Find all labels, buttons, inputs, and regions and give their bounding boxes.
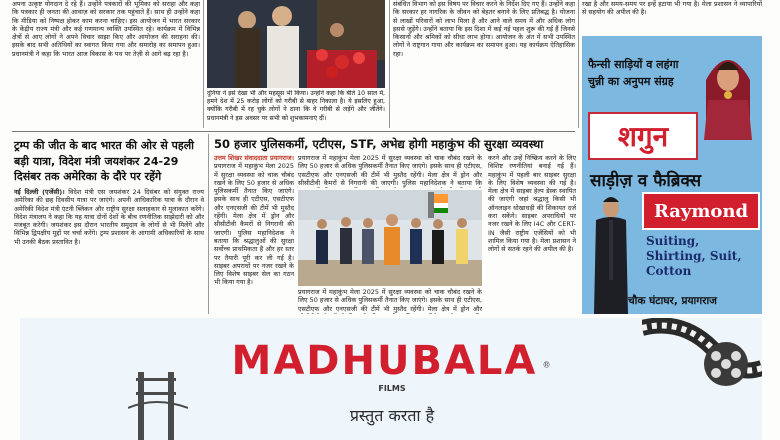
top-col3-text: संबंधित विभाग को इस विषय पर विचार करने के निर्देश दिए गए हैं। उन्होंने कहा कि सरकार हर नागरिक के जीवन को बेहतर बनाने के लिए प्रतिबद्ध है। योजना से लाखों परिवारों को लाभ मिला है और आने वाले समय में और अधिक लोग इससे जुड़ेंगे। उन्होंने बताया कि इस दिशा में कई नई पहल शुरू की गई हैं जिनसे किसानों और श्रमिकों को सीधा लाभ होगा। आयोजन के अंत में सभी उपस्थित लोगों ने राष्ट्रगान गाया और कार्यक्रम का समापन हुआ। यह कार्यक्रम ऐतिहासिक रहा। [393,0,575,58]
photo-pm-event [207,0,385,88]
madhubala-logo: MADHUBALA ® [231,338,551,384]
raymond-logo: Raymond [642,192,760,230]
ad-address: चौक घंटाघर, प्रयागराज [628,295,717,307]
bride-model-image [698,40,758,140]
story2-headline: 50 हजार पुलिसकर्मी, एटीएस, STF, अभेद्य होगी महाकुंभ की सुरक्षा व्यवस्था [214,137,544,151]
story2-photo-below-text: प्रयागराज में महाकुंभ मेला 2025 में सुरक्षा व्यवस्था को चाक चौबंद रखने के लिए 50 हजार से अधिक पुलिसकर्मी तैनात किए जाएंगे। इसके साथ ही एटीएस, एसटीएफ और एनएसजी की टीमें भी मुस्तैद रहेंगी। मेला क्षेत्र में ड्रोन और [298,288,482,313]
story2-text: प्रयागराज में महाकुंभ मेला 2025 में सुरक्षा व्यवस्था को चाक चौबंद रखने के लिए 50 हजार से अधिक पुलिसकर्मी तैनात किए जाएंगे। इसके साथ ही एटीएस, एसटीएफ और एनएसजी की टीमें भी मुस्तैद रहेंगी। मेला क्षेत्र में ड्रोन और सीसीटीवी कैमरों से निगरानी की जाएगी। पुलिस महानिदेशक ने बताया कि श्रद्धालुओं की सुरक्षा सर्वोच्च प्राथमिकता है और हर स्तर पर तैयारी पूरी कर ली गई है। साइबर अपराधों पर नजर रखने के लिए विशेष साइबर सेल का गठन भी किया गया है। [214,162,294,287]
bridge-illustration [128,368,188,440]
ad-top-text: रखा है और समय-समय पर इन्हें हटाया भी गया है। मेला प्रशासन ने व्यापारियों से सहयोग की अपील की है। [582,0,762,17]
story1-headline: ट्रम्प की जीत के बाद भारत की ओर से पहली बड़ी यात्रा, विदेश मंत्री जयशंकर 24-29 दिसंबर तक अमेरिका के दौरे पर रहेंगे [14,139,194,183]
top-col1-text: अपना उत्कृष्ट योगदान दे रहे हैं। उन्होंने पत्रकारों की भूमिका को सराहा और कहा कि पत्रकार ही जनता की आवाज़ को सरकार तक पहुंचाते हैं। साथ ही उन्होंने कहा कि मीडिया को निष्पक्ष होकर काम करना चाहिए। इस आयोजन में भारत सरकार के केंद्रीय राज्य मंत्री और कई गणमान्य व्यक्ति उपस्थित रहे। कार्यक्रम में विभिन्न क्षेत्रों से आए लोगों ने अपने विचार साझा किए और आयोजन की सराहना की। इसके बाद सभी अतिथियों का स्वागत किया गया और समारोह का समापन हुआ। प्रधानमंत्री ने कहा कि भारत आज विकास के पथ पर तेज़ी से आगे बढ़ रहा है। [12,0,200,58]
ad-tagline: फैन्सी साड़ियों व लहंगा चुन्नी का अनुपम संग्रह [588,58,679,88]
story2-right-col: करने और उन्हें निष्क्रिय करने के लिए विशिष्ट रणनीतियां बनाई गई हैं। महाकुंभ में पहली बार साइबर सुरक्षा के लिए विशेष व्यवस्था की गई है। मेला क्षेत्र में साइबर हेल्प डेस्क स्थापित की जाएंगी जहां श्रद्धालु किसी भी ऑनलाइन धोखाधड़ी की शिकायत दर्ज करा सकेंगे। साइबर अपराधियों पर नजर रखने के लिए I4C और CERT-IN जैसी राष्ट्रीय एजेंसियों को भी शामिल किया गया है। मेला प्रशासन ने लोगों से सतर्क रहने की अपील की है। [488,154,576,254]
presents-text: प्रस्तुत करता है [349,406,435,425]
photo-officials-walking [298,190,482,286]
ad-products: Suiting, Shirting, Suit, Cotton [646,234,742,278]
photo-caption: दुनिया ने इसे देखा भी और महसूस भी किया। उन्होंने कहा कि बीते 10 साल में, हमने देश में 25 करोड़ लोगों को गरीबी से बाहर निकाला है। ये इसलिए हुआ, क्योंकि गरीबी में रह चुके लोगों ने ठाना कि वे गरीबी से लड़ेंगे और जीतेंगे। प्रधानमंत्री ने इस अवसर पर सभी को शुभकामनाएं दीं। [207,90,385,122]
story1-body [14,188,204,314]
film-reel-icon [642,318,762,418]
saree-advertisement [582,36,762,314]
male-model-image [590,194,632,314]
ad-subtitle: साड़ीज़ व फैब्रिक्स [590,171,702,191]
films-label: FILMS [378,384,406,393]
story2-left-text [214,154,294,314]
story2-photo-above-text: प्रयागराज में महाकुंभ मेला 2025 में सुरक्षा व्यवस्था को चाक चौबंद रखने के लिए 50 हजार से अधिक पुलिसकर्मी तैनात किए जाएंगे। इसके साथ ही एटीएस, एसटीएफ और एनएसजी की टीमें भी मुस्तैद रहेंगी। मेला क्षेत्र में ड्रोन और सीसीटीवी कैमरों से निगरानी की जाएगी। पुलिस महानिदेशक ने बताया कि [298,154,482,187]
madhubala-banner [20,318,762,440]
story1-text: विदेश मंत्री एस जयशंकर 24 दिसंबर को संयुक्त राज्य अमेरिका की छह दिवसीय यात्रा पर जाएंगे। अपनी आधिकारिक यात्रा के दौरान वे अमेरिकी विदेश मंत्री एंटनी ब्लिंकन और राष्ट्रीय सुरक्षा सलाहकार से मुलाकात करेंगे। विदेश मंत्रालय ने कहा कि यह यात्रा दोनों देशों के बीच रणनीतिक साझेदारी को और मजबूत करेगी। जयशंकर इस दौरान भारतीय समुदाय के लोगों से भी मिलेंगे और विभिन्न द्विपक्षीय मुद्दों पर चर्चा करेंगे। ट्रम्प प्रशासन के आगामी अधिकारियों के साथ भी उनकी बैठक प्रस्तावित है। [14,188,204,246]
story2-dateline: उत्तम शिखर संवाददाता प्रयागराज। [214,154,294,162]
shagun-logo: शगुन [588,112,698,160]
story1-dateline: नई दिल्ली (एजेंसी)। [14,188,65,196]
